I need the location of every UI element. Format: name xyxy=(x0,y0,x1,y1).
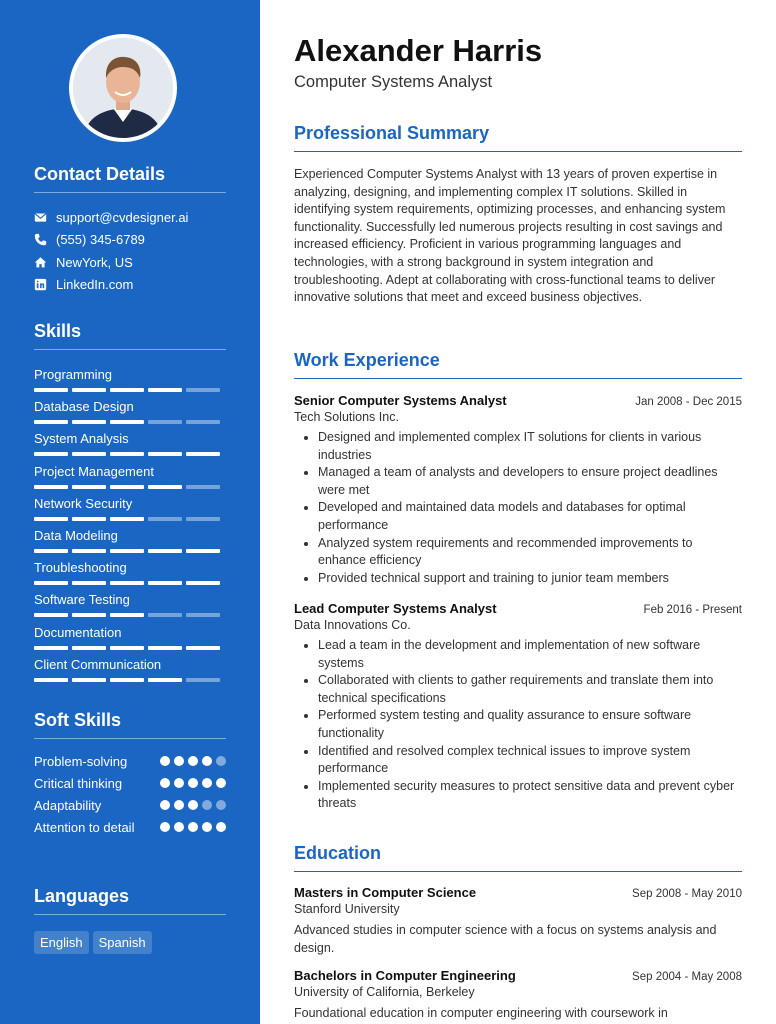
skill-level-bar xyxy=(34,646,226,650)
skill-level-segment-empty xyxy=(186,517,220,521)
rating-dot-filled xyxy=(174,778,184,788)
avatar xyxy=(73,38,173,138)
job-bullet: • Designed and implemented complex IT solutions for clients in various industries xyxy=(318,429,742,464)
skill-level-bar xyxy=(34,549,226,553)
contact-linkedin[interactable] xyxy=(34,274,226,297)
job-bullets xyxy=(294,429,742,587)
rating-dot-filled xyxy=(202,778,212,788)
skill-level-segment-filled xyxy=(186,646,220,650)
skill-level-segment-filled xyxy=(186,452,220,456)
skill-item xyxy=(34,559,226,591)
skills-list xyxy=(34,366,226,688)
skill-level-segment-empty xyxy=(186,420,220,424)
school-name: University of California, Berkeley xyxy=(294,985,475,999)
skill-name: Project Management xyxy=(34,463,154,479)
sidebar xyxy=(0,0,260,1024)
soft-skill-item xyxy=(34,819,226,836)
skill-level-segment-empty xyxy=(148,517,182,521)
job-title: Senior Computer Systems Analyst xyxy=(294,393,507,408)
education-description: Foundational education in computer engineering with coursework in xyxy=(294,1006,668,1020)
job-bullet: • Analyzed system requirements and recommended improvements to enhance efficiency xyxy=(318,535,742,570)
job-bullet: • Collaborated with clients to gather requirements and translate them into technical specifications xyxy=(318,672,742,707)
skill-level-segment-empty xyxy=(186,485,220,489)
skill-level-segment-filled xyxy=(110,646,144,650)
skill-name: Programming xyxy=(34,367,113,382)
skill-level-segment-filled xyxy=(72,420,106,424)
skill-level-segment-filled xyxy=(72,485,106,489)
rating-dot-filled xyxy=(188,822,198,832)
soft-skill-name: Attention to detail xyxy=(34,820,135,835)
soft-skill-rating xyxy=(160,819,226,836)
degree-title: Bachelors in Computer Engineering xyxy=(294,968,516,983)
skill-level-segment-filled xyxy=(110,388,144,392)
languages-section xyxy=(34,886,226,954)
skill-name: Documentation xyxy=(34,624,122,640)
skill-item xyxy=(34,430,226,462)
skill-level-segment-filled xyxy=(148,388,182,392)
skill-name: Database Design xyxy=(34,399,134,415)
skill-level-bar xyxy=(34,581,226,585)
candidate-title: Computer Systems Analyst xyxy=(294,73,493,91)
contact-location-text: NewYork, US xyxy=(56,254,133,270)
education-entry xyxy=(294,968,742,1023)
skill-level-segment-filled xyxy=(148,581,182,585)
skill-item xyxy=(34,624,226,656)
skill-level-segment-filled xyxy=(186,549,220,553)
soft-skill-name: Adaptability xyxy=(34,798,102,813)
skill-level-segment-filled xyxy=(34,678,68,682)
summary-text: Experienced Computer Systems Analyst with 13 years of proven expertise in analyzing, designing, and implementing complex IT solutions. Skilled in identifying system requirements, optimizing processes, and enhancing system functionality. Successfully led numerous projects resulting in cost savings and increased efficiency. Proficient in various programming languages and technologies, with a strong background in system integration and troubleshooting. Adept at collaborating with cross-functional teams to deliver innovative solutions that meet and exceed business objectives. xyxy=(294,167,726,305)
skill-name: Troubleshooting xyxy=(34,560,127,576)
language-tags xyxy=(34,931,226,954)
skill-level-segment-filled xyxy=(110,613,144,617)
soft-skill-rating xyxy=(160,753,226,770)
rating-dot-filled xyxy=(174,822,184,832)
rating-dot-filled xyxy=(188,800,198,810)
language-tag: Spanish xyxy=(93,931,152,954)
education-dates: Sep 2004 - May 2008 xyxy=(632,971,742,983)
job-company: Tech Solutions Inc. xyxy=(294,410,399,424)
skill-level-segment-filled xyxy=(148,452,182,456)
rating-dot-filled xyxy=(160,800,170,810)
skill-level-segment-filled xyxy=(72,646,106,650)
skill-level-segment-filled xyxy=(72,517,106,521)
skill-level-bar xyxy=(34,420,226,424)
job-dates: Feb 2016 - Present xyxy=(643,604,742,616)
skill-level-segment-empty xyxy=(186,613,220,617)
skill-level-segment-filled xyxy=(110,485,144,489)
skill-level-segment-empty xyxy=(186,678,220,682)
skill-level-segment-filled xyxy=(34,646,68,650)
skill-item xyxy=(34,398,226,430)
linkedin-icon xyxy=(34,278,47,291)
soft-skill-item xyxy=(34,753,226,770)
contact-email-text: support@cvdesigner.ai xyxy=(56,209,189,225)
skill-level-segment-empty xyxy=(148,613,182,617)
skill-level-segment-empty xyxy=(148,420,182,424)
job-bullet: • Lead a team in the development and implementation of new software systems xyxy=(318,637,742,672)
skill-name: Data Modeling xyxy=(34,527,118,543)
job-dates: Jan 2008 - Dec 2015 xyxy=(635,396,742,408)
contact-section xyxy=(34,164,226,296)
school-name: Stanford University xyxy=(294,902,400,916)
rating-dot-filled xyxy=(160,756,170,766)
education-dates: Sep 2008 - May 2010 xyxy=(632,888,742,900)
skill-level-bar xyxy=(34,485,226,489)
skill-level-segment-filled xyxy=(110,452,144,456)
skill-level-bar xyxy=(34,452,226,456)
skill-level-bar xyxy=(34,678,226,682)
rating-dot-filled xyxy=(216,778,226,788)
skill-level-segment-filled xyxy=(72,388,106,392)
skill-level-bar xyxy=(34,388,226,392)
rating-dot-filled xyxy=(174,756,184,766)
skill-level-segment-filled xyxy=(110,581,144,585)
skill-level-segment-filled xyxy=(34,452,68,456)
job-entry xyxy=(294,393,742,587)
skill-level-segment-filled xyxy=(34,549,68,553)
education-heading: Education xyxy=(294,843,742,872)
job-title: Lead Computer Systems Analyst xyxy=(294,601,497,616)
skill-level-segment-filled xyxy=(148,549,182,553)
job-bullet: • Performed system testing and quality assurance to ensure software functionality xyxy=(318,707,742,742)
skill-level-segment-filled xyxy=(34,581,68,585)
skill-level-segment-filled xyxy=(34,517,68,521)
job-bullet: • Managed a team of analysts and developers to ensure project deadlines were met xyxy=(318,464,742,499)
job-bullets xyxy=(294,637,742,813)
education-description: Advanced studies in computer science with a focus on systems analysis and design. xyxy=(294,923,717,955)
phone-icon xyxy=(34,233,47,246)
soft-skill-rating xyxy=(160,797,226,814)
skill-level-segment-filled xyxy=(34,420,68,424)
skill-level-segment-empty xyxy=(186,388,220,392)
skill-level-segment-filled xyxy=(34,388,68,392)
rating-dot-filled xyxy=(188,756,198,766)
candidate-name: Alexander Harris xyxy=(294,33,543,68)
contact-location xyxy=(34,251,226,274)
home-icon xyxy=(34,256,47,269)
contact-phone-text: (555) 345-6789 xyxy=(56,232,145,248)
skill-level-segment-filled xyxy=(72,581,106,585)
skill-level-segment-filled xyxy=(34,613,68,617)
contact-linkedin-text: LinkedIn.com xyxy=(56,277,134,293)
rating-dot-filled xyxy=(202,822,212,832)
soft-skills-list xyxy=(34,753,226,836)
job-entry xyxy=(294,601,742,813)
skill-item xyxy=(34,366,226,398)
skills-heading: Skills xyxy=(34,321,226,350)
soft-skill-item xyxy=(34,775,226,792)
rating-dot-empty xyxy=(216,800,226,810)
skill-level-segment-filled xyxy=(72,613,106,617)
rating-dot-empty xyxy=(202,800,212,810)
soft-skill-name: Problem-solving xyxy=(34,754,128,769)
contact-email[interactable] xyxy=(34,206,226,229)
profile-photo xyxy=(69,34,177,142)
skill-level-bar xyxy=(34,517,226,521)
skill-item xyxy=(34,463,226,495)
rating-dot-filled xyxy=(216,822,226,832)
skill-level-segment-filled xyxy=(34,485,68,489)
skill-level-segment-filled xyxy=(72,452,106,456)
soft-skill-rating xyxy=(160,775,226,792)
contact-heading: Contact Details xyxy=(34,164,226,193)
contact-phone[interactable] xyxy=(34,229,226,252)
job-bullet: • Implemented security measures to protect sensitive data and prevent cyber threats xyxy=(318,778,742,813)
skill-level-segment-filled xyxy=(148,646,182,650)
skill-level-segment-filled xyxy=(110,678,144,682)
skill-level-segment-filled xyxy=(72,678,106,682)
skill-level-bar xyxy=(34,613,226,617)
rating-dot-filled xyxy=(202,756,212,766)
skill-level-segment-filled xyxy=(148,678,182,682)
skill-name: Software Testing xyxy=(34,592,130,608)
skill-item xyxy=(34,591,226,623)
rating-dot-filled xyxy=(188,778,198,788)
skill-item xyxy=(34,495,226,527)
rating-dot-filled xyxy=(160,822,170,832)
soft-skills-heading: Soft Skills xyxy=(34,710,226,739)
degree-title: Masters in Computer Science xyxy=(294,885,477,900)
job-bullet: • Identified and resolved complex technical issues to improve system performance xyxy=(318,743,742,778)
rating-dot-empty xyxy=(216,756,226,766)
skill-level-segment-filled xyxy=(72,549,106,553)
soft-skill-name: Critical thinking xyxy=(34,776,123,791)
email-icon xyxy=(34,211,47,224)
job-bullet: • Provided technical support and training to junior team members xyxy=(318,570,742,588)
summary-heading: Professional Summary xyxy=(294,123,742,152)
skill-level-segment-filled xyxy=(110,549,144,553)
skill-level-segment-filled xyxy=(148,485,182,489)
skill-name: Client Communication xyxy=(34,656,162,672)
skills-section xyxy=(34,321,226,688)
job-bullet: • Developed and maintained data models and databases for optimal performance xyxy=(318,499,742,534)
skill-level-segment-filled xyxy=(110,420,144,424)
skill-level-segment-filled xyxy=(186,581,220,585)
skill-name: System Analysis xyxy=(34,431,129,447)
skill-item xyxy=(34,527,226,559)
skill-name: Network Security xyxy=(34,495,133,511)
rating-dot-filled xyxy=(174,800,184,810)
soft-skill-item xyxy=(34,797,226,814)
education-entry xyxy=(294,885,742,957)
rating-dot-filled xyxy=(160,778,170,788)
skill-level-segment-filled xyxy=(110,517,144,521)
experience-heading: Work Experience xyxy=(294,350,742,379)
languages-heading: Languages xyxy=(34,886,226,915)
soft-skills-section xyxy=(34,710,226,842)
job-company: Data Innovations Co. xyxy=(294,618,411,632)
language-tag: English xyxy=(34,931,89,954)
skill-item xyxy=(34,656,226,688)
